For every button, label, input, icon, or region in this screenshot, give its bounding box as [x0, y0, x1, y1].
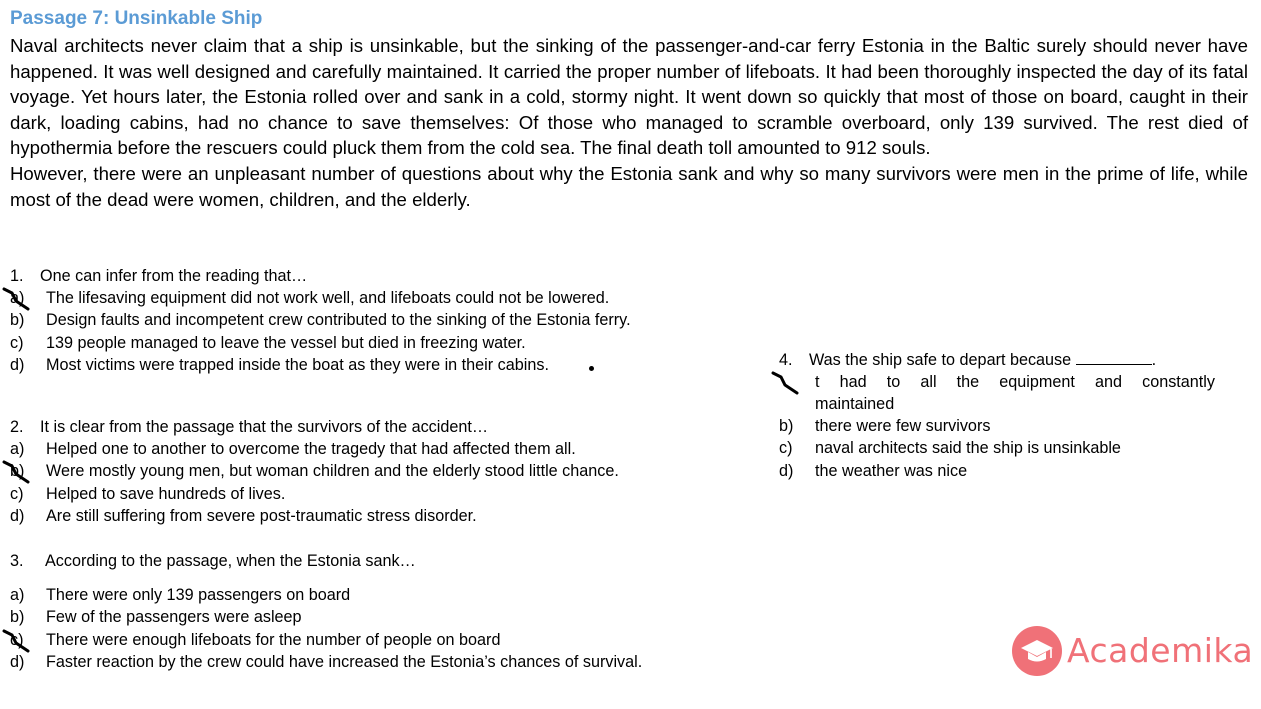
option-letter: d) [779, 461, 794, 480]
option-c [10, 332, 526, 354]
question-text: One can infer from the reading that… [40, 267, 308, 285]
option-letter: d) [10, 356, 25, 375]
question-3 [10, 550, 643, 674]
option-a [10, 438, 576, 460]
question-stem [10, 265, 307, 287]
option-letter: a) [10, 586, 25, 604]
option-text: Few of the passengers were asleep [46, 608, 302, 627]
option-letter: a) [10, 289, 25, 307]
option-letter: c) [10, 630, 24, 649]
option-c [10, 483, 488, 505]
question-text: Was the ship safe to depart because [809, 351, 1072, 369]
option-text: The lifesaving equipment did not work well, and lifeboats could not be lowered. [46, 289, 610, 307]
option-text: Most victims were trapped inside the boat as they were in their cabins. [46, 356, 549, 375]
option-text: there were few survivors [815, 417, 991, 435]
option-letter: a) [10, 440, 25, 458]
option-a [779, 371, 1219, 415]
option-letter: b) [779, 417, 794, 435]
question-stem [10, 416, 488, 438]
checkmark-icon [2, 627, 32, 653]
question-stem [10, 550, 416, 572]
option-text: the weather was nice [815, 461, 968, 480]
option-b [10, 606, 416, 628]
question-4 [779, 349, 1219, 482]
option-letter: c) [10, 484, 24, 503]
option-letter: b) [10, 462, 25, 481]
option-a [10, 584, 416, 606]
option-letter: c) [779, 439, 793, 458]
option-text-continued: maintained [815, 395, 895, 414]
option-b [779, 415, 1219, 437]
logo-text: Academika [1067, 631, 1254, 670]
option-text: Are still suffering from severe post-traumatic stress disorder. [46, 507, 477, 526]
option-d [10, 651, 643, 673]
question-number: 3. [10, 552, 24, 570]
option-b [10, 309, 631, 331]
option-b [10, 460, 619, 482]
option-letter: d) [10, 653, 25, 672]
option-text: Faster reaction by the crew could have increased the Estonia’s chances of survival. [46, 653, 643, 672]
question-number: 4. [779, 351, 793, 369]
academika-logo [1012, 626, 1254, 678]
option-d [10, 505, 488, 527]
option-text: Helped one to another to overcome the tragedy that had affected them all. [46, 440, 576, 458]
question-stem-end: . [1151, 351, 1157, 369]
option-letter: c) [10, 333, 24, 352]
graduation-cap-icon [1012, 626, 1062, 676]
option-c [10, 629, 501, 651]
passage-title: Passage 7: Unsinkable Ship [10, 8, 263, 29]
option-text: naval architects said the ship is unsinkable [815, 439, 1121, 458]
option-text: 139 people managed to leave the vessel but died in freezing water. [46, 333, 526, 352]
question-text: According to the passage, when the Estonia sank… [45, 552, 416, 570]
option-c [779, 437, 1219, 459]
question-1 [10, 265, 631, 377]
passage-paragraph-2: However, there were an unpleasant number of questions about why the Estonia sank and why so many survivors were men in the prime of life, while most of the dead were women, children, and the elderly. [10, 162, 1248, 210]
question-stem [779, 349, 1219, 371]
question-number: 1. [10, 267, 24, 285]
checkmark-icon [771, 369, 801, 395]
checkmark-icon [2, 458, 32, 484]
option-text: t had to all the equipment and constantly [815, 373, 1215, 391]
passage-text [10, 33, 1248, 212]
option-text: There were enough lifeboats for the number of people on board [46, 630, 501, 649]
option-d [10, 354, 549, 376]
option-letter: b) [10, 608, 25, 627]
option-letter: b) [10, 311, 25, 330]
option-text: Helped to save hundreds of lives. [46, 484, 286, 503]
option-text: Were mostly young men, but woman children and the elderly stood little chance. [46, 462, 619, 481]
option-a [10, 287, 610, 309]
option-letter: d) [10, 507, 25, 526]
checkmark-icon [2, 285, 32, 311]
question-text: It is clear from the passage that the survivors of the accident… [40, 418, 489, 436]
option-d [779, 460, 1219, 482]
answer-blank [1076, 350, 1152, 365]
question-2 [10, 416, 619, 528]
passage-paragraph-1: Naval architects never claim that a ship is unsinkable, but the sinking of the passenger-and-car ferry Estonia in the Baltic surely should never have happened. It was well designed and carefully maintained. It carried the proper number of lifeboats. It had been thoroughly inspected the day of its fatal voyage. Yet hours later, the Estonia rolled over and sank in a cold, stormy night. It went down so quickly that most of those on board, caught in their dark, loading cabins, had no chance to save themselves: Of those who managed to scramble overboard, only 139 survived. The rest died of hypothermia before the rescuers could pluck them from the cold sea. The final death toll amounted to 912 souls. [10, 35, 1248, 159]
pen-dot [589, 366, 594, 371]
option-text: Design faults and incompetent crew contributed to the sinking of the Estonia ferry. [46, 311, 631, 330]
question-number: 2. [10, 418, 24, 436]
option-text: There were only 139 passengers on board [46, 586, 351, 604]
logo-circle [1012, 626, 1062, 676]
